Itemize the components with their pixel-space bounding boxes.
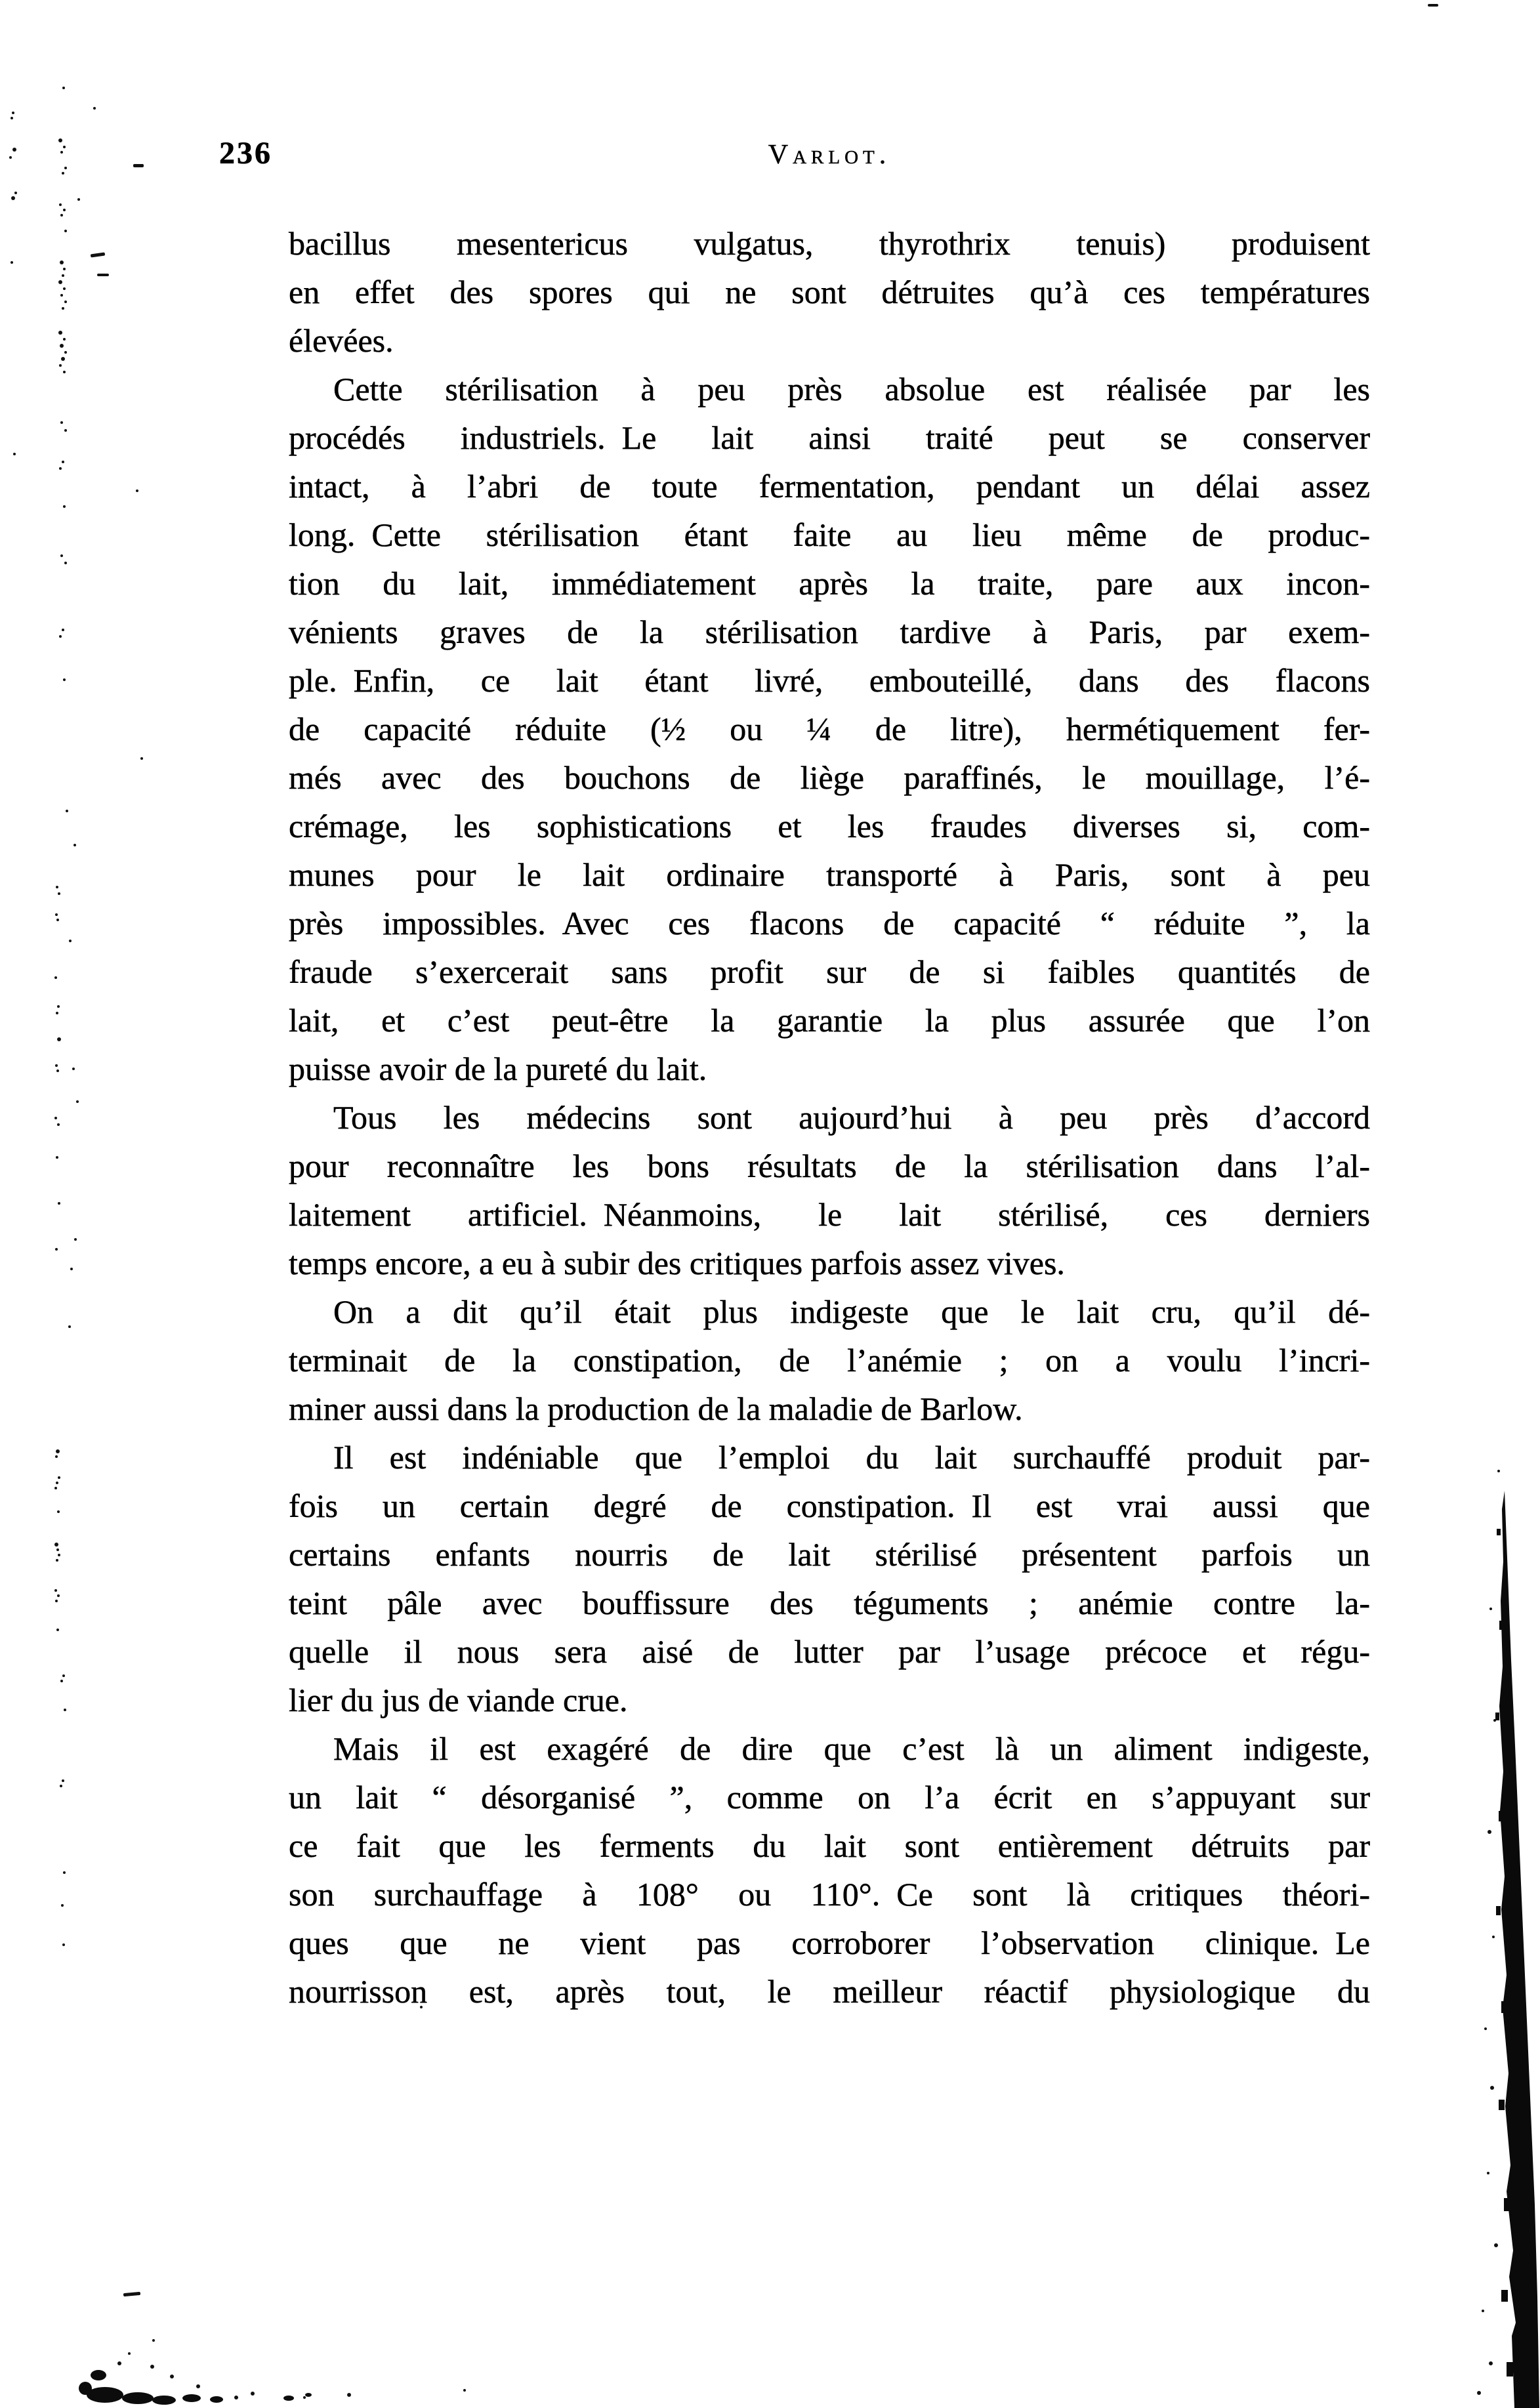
text-line: On a dit qu’il était plus indigeste que le lait cru, qu’il dé- <box>333 1293 1370 1330</box>
text-line: ce fait que les ferments du lait sont entièrement détruits par <box>289 1827 1370 1864</box>
text-line: més avec des bouchons de liège paraffinés, le mouillage, l’é- <box>289 759 1370 796</box>
text-line: certains enfants nourris de lait stérilisé présentent parfois un <box>289 1536 1370 1573</box>
scan-artifact-dash <box>1428 4 1438 7</box>
text-line: Mais il est exagéré de dire que c’est là un aliment indigeste, <box>333 1730 1370 1767</box>
text-line: long. Cette stérilisation étant faite au lieu même de produc- <box>289 516 1370 553</box>
text-line: son surchauffage à 108° ou 110°. Ce sont là critiques théori- <box>289 1876 1370 1913</box>
text-line: de capacité réduite (½ ou ¼ de litre), hermétiquement fer- <box>289 711 1370 747</box>
scan-artifact-dash <box>123 2292 140 2296</box>
text-line: lait, et c’est peut-être la garantie la plus assurée que l’on <box>289 1002 1370 1039</box>
scan-artifact-dash <box>91 252 105 257</box>
text-line: miner aussi dans la production de la maladie de Barlow. <box>289 1390 1023 1427</box>
running-header: Varlot. <box>768 140 891 170</box>
text-line: Il est indéniable que l’emploi du lait surchauffé produit par- <box>333 1439 1370 1476</box>
text-line: vénients graves de la stérilisation tardive à Paris, par exem- <box>289 613 1370 650</box>
text-line: tion du lait, immédiatement après la traite, pare aux incon- <box>289 565 1370 602</box>
scan-artifact-dash <box>133 164 144 167</box>
text-line: Tous les médecins sont aujourd’hui à peu près d’accord <box>333 1099 1370 1136</box>
text-line: en effet des spores qui ne sont détruites qu’à ces températures <box>289 274 1370 310</box>
text-line: quelle il nous sera aisé de lutter par l’usage précoce et régu- <box>289 1633 1370 1670</box>
text-line: ques que ne vient pas corroborer l’observation clinique. Le <box>289 1924 1370 1961</box>
text-line: puisse avoir de la pureté du lait. <box>289 1050 707 1087</box>
text-line: élevées. <box>289 322 394 359</box>
text-line: munes pour le lait ordinaire transporté à Paris, sont à peu <box>289 856 1370 893</box>
text-line: terminait de la constipation, de l’anémie ; on a voulu l’incri- <box>289 1342 1370 1379</box>
page-body-text <box>289 219 1370 2016</box>
text-line: fois un certain degré de constipation. Il est vrai aussi que <box>289 1487 1370 1524</box>
page-number: 236 <box>219 136 272 171</box>
text-line: procédés industriels. Le lait ainsi traité peut se conserver <box>289 419 1370 456</box>
text-line: intact, à l’abri de toute fermentation, pendant un délai assez <box>289 468 1370 505</box>
text-line: un lait “ désorganisé ”, comme on l’a écrit en s’appuyant sur <box>289 1779 1370 1816</box>
text-line: teint pâle avec bouffissure des téguments ; anémie contre la- <box>289 1585 1370 1621</box>
text-line: près impossibles. Avec ces flacons de capacité “ réduite ”, la <box>289 905 1370 942</box>
scan-artifact-dash <box>97 274 109 276</box>
text-line: ple. Enfin, ce lait étant livré, embouteillé, dans des flacons <box>289 662 1370 699</box>
text-line: Cette stérilisation à peu près absolue est réalisée par les <box>333 371 1370 407</box>
text-line: fraude s’exercerait sans profit sur de si faibles quantités de <box>289 953 1370 990</box>
text-line: temps encore, a eu à subir des critiques parfois assez vives. <box>289 1245 1065 1281</box>
text-line: bacillus mesentericus vulgatus, thyrothrix tenuis) produisent <box>289 225 1370 262</box>
text-line: lier du jus de viande crue. <box>289 1682 628 1718</box>
text-line: pour reconnaître les bons résultats de la stérilisation dans l’al- <box>289 1148 1370 1184</box>
text-line: laitement artificiel. Néanmoins, le lait stérilisé, ces derniers <box>289 1196 1370 1233</box>
text-line: crémage, les sophistications et les fraudes diverses si, com- <box>289 808 1370 844</box>
scan-artifact-specks <box>0 0 3 3</box>
text-line: nourrisson est, après tout, le meilleur réactif physiologique du <box>289 1973 1370 2010</box>
